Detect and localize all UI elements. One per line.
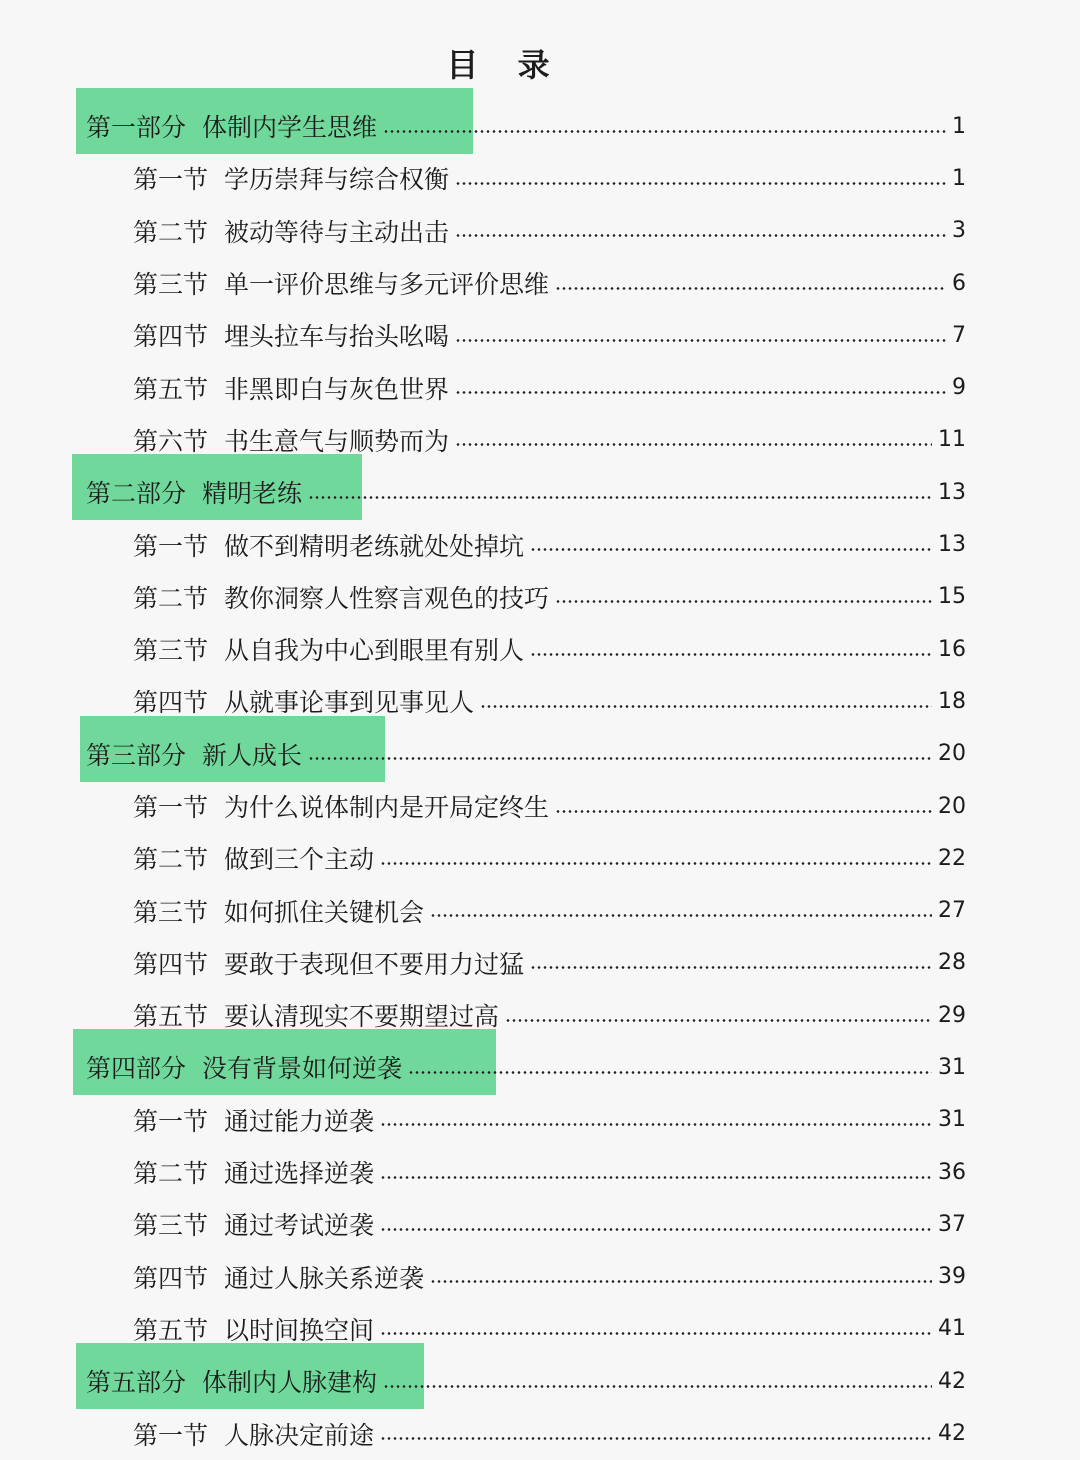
entry-title: 通过考试逆袭 [224,1211,375,1241]
entry-label: 第二部分 [86,479,187,509]
toc-part-entry[interactable] [0,1355,1080,1407]
toc-section-entry[interactable] [0,623,1080,675]
entry-title: 为什么说体制内是开局定终生 [224,793,550,822]
entry-label: 第一节 [133,531,209,561]
page-number: 1 [952,165,966,191]
page-number: 13 [938,479,966,505]
entry-title: 通过人脉关系逆袭 [224,1263,425,1293]
entry-title: 精明老练 [202,479,303,509]
entry-label: 第四节 [133,949,209,979]
page-number: 20 [938,741,966,767]
page-number: 36 [938,1159,966,1185]
toc-section-entry[interactable] [0,937,1080,989]
entry-label: 第一节 [133,1106,209,1136]
entry-title: 埋头拉车与抬头吆喝 [224,322,450,352]
dot-leader [530,548,932,551]
page-number: 42 [938,1368,966,1394]
entry-label: 第三节 [133,1211,209,1241]
entry-title: 体制内人脉建构 [202,1368,378,1398]
toc-section-entry[interactable] [0,675,1080,727]
entry-title: 学历崇拜与综合权衡 [224,165,450,195]
entry-label: 第一部分 [86,113,187,143]
toc-section-entry[interactable] [0,884,1080,936]
dot-leader [380,1332,932,1335]
page-number: 22 [938,845,966,871]
entry-title: 人脉决定前途 [224,1420,375,1450]
page-number: 13 [938,532,966,558]
page-number: 20 [938,793,966,819]
entry-label: 第四节 [133,322,209,352]
dot-leader [480,705,932,708]
entry-title: 要认清现实不要期望过高 [224,1002,500,1032]
entry-title: 做不到精明老练就处处掉坑 [224,531,525,561]
dot-leader [505,1019,932,1022]
page-number: 29 [938,1002,966,1028]
dot-leader [383,1385,932,1388]
entry-label: 第一节 [133,793,209,822]
page-number: 42 [938,1421,966,1447]
toc-section-entry[interactable] [0,1094,1080,1146]
dot-leader [455,391,946,394]
dot-leader [455,443,932,446]
page-number: 18 [938,688,966,714]
entry-title: 新人成长 [202,740,303,770]
dot-leader [383,130,946,133]
entry-label: 第六节 [133,426,209,456]
entry-title: 被动等待与主动出击 [224,217,450,247]
dot-leader [455,339,946,342]
dot-leader [555,287,946,290]
toc-part-entry[interactable] [0,100,1080,152]
entry-label: 第三节 [133,897,209,927]
entry-title: 没有背景如何逆袭 [202,1054,403,1084]
toc-section-entry[interactable] [0,361,1080,413]
page-number: 31 [938,1054,966,1080]
toc-section-entry[interactable] [0,1407,1080,1459]
entry-title: 教你洞察人性察言观色的技巧 [224,583,550,613]
dot-leader [308,757,932,760]
dot-leader [380,1176,932,1179]
toc-section-entry[interactable] [0,1198,1080,1250]
dot-leader [455,234,946,237]
toc-section-entry[interactable] [0,1303,1080,1355]
entry-label: 第三部分 [86,740,187,770]
dot-leader [455,182,946,185]
page-number: 41 [938,1316,966,1342]
toc-title: 目 录 [446,46,564,84]
entry-label: 第四部分 [86,1054,187,1084]
dot-leader [555,810,932,813]
entry-label: 第五节 [133,1002,209,1032]
dot-leader [308,496,932,499]
page-number: 3 [952,218,966,244]
toc-part-entry[interactable] [0,1041,1080,1093]
entry-title: 如何抓住关键机会 [224,897,425,927]
toc-section-entry[interactable] [0,518,1080,570]
dot-leader [380,1228,932,1231]
entry-title: 以时间换空间 [224,1315,375,1345]
toc-part-entry[interactable] [0,728,1080,780]
page-number: 37 [938,1211,966,1237]
toc-section-entry[interactable] [0,414,1080,466]
dot-leader [430,914,932,917]
entry-label: 第一节 [133,1420,209,1450]
toc-section-entry[interactable] [0,257,1080,309]
entry-title: 体制内学生思维 [202,113,378,143]
entry-label: 第五节 [133,374,209,404]
page-number: 7 [952,322,966,348]
entry-label: 第一节 [133,165,209,195]
toc-section-entry[interactable] [0,1146,1080,1198]
entry-label: 第四节 [133,1263,209,1293]
entry-title: 非黑即白与灰色世界 [224,374,450,404]
table-of-contents [0,100,1080,1460]
entry-label: 第五部分 [86,1368,187,1398]
dot-leader [530,653,932,656]
page-number: 31 [938,1107,966,1133]
toc-part-entry[interactable] [0,466,1080,518]
entry-label: 第二节 [133,1159,209,1189]
page-number: 6 [952,270,966,296]
toc-section-entry[interactable] [0,571,1080,623]
entry-label: 第二节 [133,583,209,613]
entry-title: 从自我为中心到眼里有别人 [224,636,525,666]
toc-section-entry[interactable] [0,205,1080,257]
entry-title: 通过能力逆袭 [224,1106,375,1136]
toc-section-entry[interactable] [0,832,1080,884]
entry-title: 书生意气与顺势而为 [224,426,450,456]
dot-leader [408,1071,932,1074]
entry-label: 第二节 [133,845,209,875]
page-number: 39 [938,1264,966,1290]
entry-label: 第四节 [133,688,209,718]
page-number: 16 [938,636,966,662]
entry-label: 第三节 [133,636,209,666]
page-number: 28 [938,950,966,976]
dot-leader [555,600,932,603]
entry-title: 从就事论事到见事见人 [224,688,475,718]
page-number: 15 [938,584,966,610]
toc-section-entry[interactable] [0,152,1080,204]
page-number: 1 [952,113,966,139]
dot-leader [380,862,932,865]
entry-title: 要敢于表现但不要用力过猛 [224,949,525,979]
entry-title: 做到三个主动 [224,845,375,875]
dot-leader [530,966,932,969]
toc-section-entry[interactable] [0,780,1080,832]
dot-leader [430,1280,932,1283]
entry-title: 通过选择逆袭 [224,1159,375,1189]
entry-label: 第二节 [133,217,209,247]
toc-section-entry[interactable] [0,1251,1080,1303]
toc-section-entry[interactable] [0,989,1080,1041]
page-number: 11 [938,427,966,453]
page-number: 9 [952,375,966,401]
entry-title: 单一评价思维与多元评价思维 [224,270,550,300]
dot-leader [380,1123,932,1126]
entry-label: 第三节 [133,270,209,300]
page-number: 27 [938,898,966,924]
toc-section-entry[interactable] [0,309,1080,361]
entry-label: 第五节 [133,1315,209,1345]
